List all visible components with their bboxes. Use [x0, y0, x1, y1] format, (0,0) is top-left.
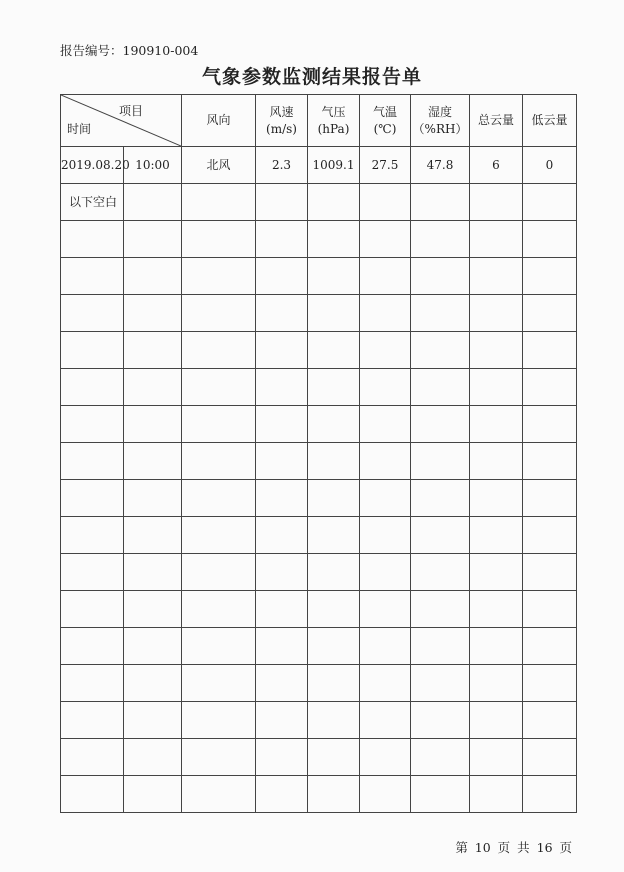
header-item-label: 项目: [118, 104, 143, 118]
empty-cell: [61, 295, 124, 332]
empty-cell: [256, 295, 308, 332]
empty-cell: [523, 184, 577, 221]
page-title: 气象参数监测结果报告单: [201, 66, 422, 88]
empty-cell: [61, 628, 124, 665]
header-low-cloud: 低云量: [523, 95, 577, 147]
empty-cell: [411, 591, 470, 628]
empty-cell: [411, 776, 470, 813]
cell-humidity: 47.8: [411, 147, 470, 184]
cell-total-cloud: 6: [470, 147, 523, 184]
empty-cell: [124, 554, 182, 591]
empty-cell: [124, 406, 182, 443]
empty-cell: [256, 628, 308, 665]
empty-cell: [360, 406, 411, 443]
empty-row: [61, 480, 577, 517]
empty-cell: [308, 702, 360, 739]
blank-note: 以下空白: [61, 184, 124, 221]
empty-cell: [523, 776, 577, 813]
empty-cell: [470, 332, 523, 369]
empty-cell: [124, 184, 182, 221]
empty-cell: [256, 369, 308, 406]
empty-cell: [256, 517, 308, 554]
empty-row: [61, 591, 577, 628]
empty-cell: [360, 443, 411, 480]
empty-cell: [523, 258, 577, 295]
empty-cell: [360, 221, 411, 258]
empty-cell: [256, 332, 308, 369]
empty-cell: [411, 628, 470, 665]
empty-cell: [61, 480, 124, 517]
table-row: [61, 147, 577, 184]
empty-cell: [360, 295, 411, 332]
empty-cell: [61, 332, 124, 369]
empty-cell: [523, 554, 577, 591]
empty-cell: [124, 776, 182, 813]
empty-cell: [470, 295, 523, 332]
empty-cell: [308, 776, 360, 813]
empty-cell: [308, 480, 360, 517]
empty-row: [61, 702, 577, 739]
empty-row: [61, 221, 577, 258]
empty-cell: [308, 665, 360, 702]
empty-cell: [523, 591, 577, 628]
empty-row: [61, 295, 577, 332]
empty-cell: [256, 184, 308, 221]
empty-cell: [411, 258, 470, 295]
empty-cell: [360, 628, 411, 665]
empty-cell: [523, 406, 577, 443]
empty-cell: [182, 184, 256, 221]
empty-cell: [256, 480, 308, 517]
empty-cell: [61, 665, 124, 702]
empty-cell: [124, 221, 182, 258]
empty-cell: [61, 776, 124, 813]
empty-cell: [308, 591, 360, 628]
empty-cell: [523, 480, 577, 517]
header-wind-speed: 风速 (m/s): [256, 95, 308, 147]
empty-cell: [411, 554, 470, 591]
empty-row: [61, 628, 577, 665]
empty-cell: [124, 628, 182, 665]
empty-cell: [124, 258, 182, 295]
cell-time: 10:00: [124, 147, 182, 184]
cell-low-cloud: 0: [523, 147, 577, 184]
empty-cell: [411, 406, 470, 443]
weather-table: [60, 94, 577, 813]
empty-cell: [360, 480, 411, 517]
empty-cell: [308, 221, 360, 258]
empty-cell: [470, 517, 523, 554]
empty-cell: [470, 369, 523, 406]
empty-row: [61, 517, 577, 554]
empty-cell: [360, 332, 411, 369]
empty-cell: [124, 665, 182, 702]
empty-cell: [61, 369, 124, 406]
empty-cell: [523, 332, 577, 369]
empty-cell: [470, 628, 523, 665]
empty-cell: [61, 221, 124, 258]
empty-cell: [124, 480, 182, 517]
empty-cell: [256, 739, 308, 776]
empty-cell: [61, 517, 124, 554]
empty-cell: [61, 258, 124, 295]
empty-cell: [360, 665, 411, 702]
empty-cell: [308, 628, 360, 665]
empty-cell: [124, 443, 182, 480]
header-humidity: 湿度 （%RH）: [411, 95, 470, 147]
empty-cell: [124, 332, 182, 369]
empty-cell: [411, 480, 470, 517]
empty-cell: [256, 554, 308, 591]
empty-row: [61, 739, 577, 776]
empty-cell: [411, 517, 470, 554]
empty-cell: [61, 443, 124, 480]
empty-cell: [360, 369, 411, 406]
empty-cell: [182, 369, 256, 406]
empty-cell: [411, 443, 470, 480]
empty-cell: [360, 554, 411, 591]
empty-row: [61, 665, 577, 702]
empty-cell: [523, 517, 577, 554]
empty-cell: [411, 665, 470, 702]
empty-cell: [470, 258, 523, 295]
cell-pressure: 1009.1: [308, 147, 360, 184]
empty-cell: [124, 517, 182, 554]
cell-temperature: 27.5: [360, 147, 411, 184]
empty-cell: [470, 221, 523, 258]
empty-cell: [411, 332, 470, 369]
empty-cell: [256, 776, 308, 813]
empty-cell: [470, 406, 523, 443]
empty-cell: [523, 739, 577, 776]
empty-cell: [256, 221, 308, 258]
empty-row: [61, 258, 577, 295]
empty-cell: [124, 295, 182, 332]
empty-cell: [308, 443, 360, 480]
empty-cell: [523, 628, 577, 665]
empty-cell: [256, 591, 308, 628]
empty-cell: [182, 776, 256, 813]
empty-cell: [124, 591, 182, 628]
empty-cell: [256, 406, 308, 443]
empty-cell: [411, 702, 470, 739]
empty-cell: [523, 221, 577, 258]
empty-cell: [308, 295, 360, 332]
empty-cell: [308, 739, 360, 776]
empty-cell: [470, 776, 523, 813]
empty-cell: [308, 406, 360, 443]
empty-row: [61, 554, 577, 591]
empty-cell: [470, 554, 523, 591]
empty-cell: [256, 702, 308, 739]
empty-cell: [182, 406, 256, 443]
empty-cell: [182, 480, 256, 517]
empty-cell: [360, 702, 411, 739]
empty-cell: [360, 184, 411, 221]
empty-cell: [124, 702, 182, 739]
empty-row: [61, 332, 577, 369]
empty-cell: [182, 739, 256, 776]
header-total-cloud: 总云量: [470, 95, 523, 147]
empty-cell: [523, 702, 577, 739]
empty-cell: [523, 295, 577, 332]
empty-cell: [308, 517, 360, 554]
empty-cell: [182, 554, 256, 591]
empty-cell: [360, 591, 411, 628]
empty-cell: [61, 406, 124, 443]
cell-wind-speed: 2.3: [256, 147, 308, 184]
empty-cell: [61, 702, 124, 739]
empty-cell: [308, 332, 360, 369]
empty-cell: [360, 258, 411, 295]
empty-cell: [523, 369, 577, 406]
empty-cell: [61, 739, 124, 776]
empty-cell: [182, 665, 256, 702]
empty-row: [61, 776, 577, 813]
empty-cell: [470, 739, 523, 776]
empty-cell: [182, 628, 256, 665]
empty-cell: [411, 184, 470, 221]
table-row: [61, 184, 577, 221]
empty-cell: [470, 480, 523, 517]
empty-cell: [523, 665, 577, 702]
empty-cell: [470, 184, 523, 221]
empty-cell: [256, 665, 308, 702]
header-wind-direction: 风向: [182, 95, 256, 147]
header-time-label: 时间: [67, 122, 92, 136]
empty-cell: [308, 369, 360, 406]
empty-cell: [470, 443, 523, 480]
empty-cell: [411, 221, 470, 258]
empty-cell: [182, 702, 256, 739]
empty-cell: [124, 369, 182, 406]
empty-cell: [256, 443, 308, 480]
empty-cell: [411, 739, 470, 776]
header-row: [61, 95, 577, 147]
empty-cell: [360, 739, 411, 776]
empty-cell: [182, 295, 256, 332]
page-number: 第 10 页 共 16 页: [455, 840, 572, 855]
empty-row: [61, 443, 577, 480]
empty-cell: [182, 221, 256, 258]
empty-cell: [411, 369, 470, 406]
empty-cell: [360, 517, 411, 554]
report-number: 报告编号：190910-004: [60, 43, 199, 58]
empty-row: [61, 406, 577, 443]
empty-cell: [411, 295, 470, 332]
empty-cell: [360, 776, 411, 813]
empty-cell: [182, 443, 256, 480]
empty-cell: [256, 258, 308, 295]
empty-cell: [182, 517, 256, 554]
empty-cell: [523, 443, 577, 480]
cell-date: 2019.08.20: [61, 147, 124, 184]
empty-cell: [308, 258, 360, 295]
empty-cell: [470, 702, 523, 739]
empty-cell: [182, 258, 256, 295]
empty-cell: [308, 184, 360, 221]
empty-cell: [182, 332, 256, 369]
empty-cell: [470, 665, 523, 702]
empty-row: [61, 369, 577, 406]
empty-cell: [308, 554, 360, 591]
empty-cell: [61, 591, 124, 628]
header-pressure: 气压 (hPa): [308, 95, 360, 147]
empty-cell: [124, 739, 182, 776]
header-temperature: 气温 (℃): [360, 95, 411, 147]
empty-cell: [182, 591, 256, 628]
cell-wind-direction: 北风: [182, 147, 256, 184]
empty-cell: [61, 554, 124, 591]
diagonal-header-cell: [61, 95, 182, 147]
empty-cell: [470, 591, 523, 628]
